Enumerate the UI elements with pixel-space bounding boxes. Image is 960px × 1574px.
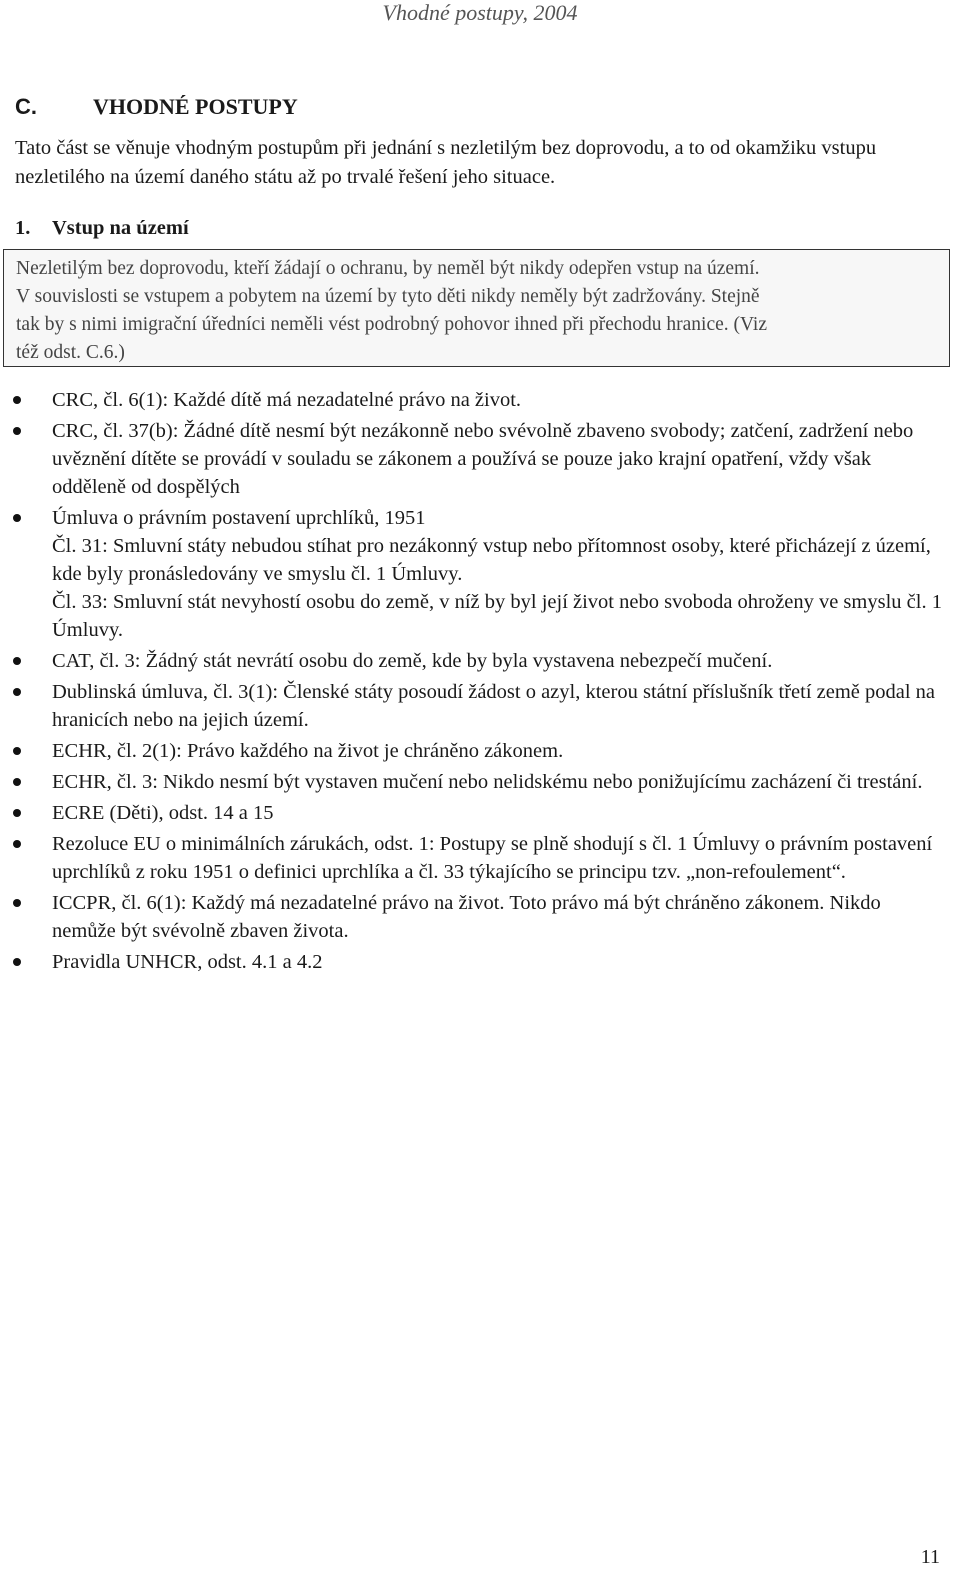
list-item-text: Dublinská úmluva, čl. 3(1): Členské státy posoudí žádost o azyl, kterou státní příslušník třetí země podal na hranicích nebo na jejich území. bbox=[52, 681, 936, 731]
list-item-text: CRC, čl. 37(b): Žádné dítě nesmí být nezákonně nebo svévolně zbaveno svobody; zatčení, zadržení nebo uvěznění dítěte se provádí v souladu se zákonem a používá se pouze jako krajní opatření, vždy však odděleně od dospělých bbox=[52, 420, 914, 498]
reference-list bbox=[0, 386, 960, 979]
bullet-icon bbox=[13, 840, 21, 848]
running-header: Vhodné postupy, 2004 bbox=[382, 0, 578, 25]
list-item bbox=[0, 504, 942, 532]
section-intro-paragraph: Tato část se věnuje vhodným postupům při jednání s nezletilým bez doprovodu, a to od okamžiku vstupu nezletilého na území daného státu až po trvalé řešení jeho situace. bbox=[15, 137, 877, 188]
list-item bbox=[0, 678, 942, 734]
bullet-icon bbox=[13, 747, 21, 755]
page-number: 11 bbox=[920, 1546, 940, 1568]
subsection-number: 1. bbox=[15, 217, 31, 239]
list-item-text: CAT, čl. 3: Žádný stát nevrátí osobu do země, kde by byla vystavena nebezpečí mučení. bbox=[52, 650, 773, 672]
list-item-continuation bbox=[0, 588, 942, 644]
bullet-icon bbox=[13, 899, 21, 907]
box-line: tak by s nimi imigrační úředníci neměli vést podrobný pohovor ihned při přechodu hranice. (Viz bbox=[16, 314, 768, 335]
list-item bbox=[0, 417, 942, 501]
list-item-text: Čl. 31: Smluvní státy nebudou stíhat pro nezákonný vstup nebo přítomnost osoby, které přicházejí z území, kde byly pronásledovány ve smyslu čl. 1 Úmluvy. bbox=[52, 535, 931, 585]
list-item-text: Rezoluce EU o minimálních zárukách, odst. 1: Postupy se plně shodují s čl. 1 Úmluvy o právním postavení uprchlíků z roku 1951 o definici uprchlíka a čl. 33 týkajícího se principu tzv. „non-refoulement“. bbox=[52, 833, 933, 883]
list-item bbox=[0, 948, 942, 976]
bullet-icon bbox=[13, 809, 21, 817]
list-item-text: ECRE (Děti), odst. 14 a 15 bbox=[52, 802, 274, 824]
section-number: C. bbox=[15, 94, 37, 119]
list-item-text: Čl. 33: Smluvní stát nevyhostí osobu do země, v níž by byl její život nebo svoboda ohroženy ve smyslu čl. 1 Úmluvy. bbox=[52, 591, 942, 641]
subsection-title: Vstup na území bbox=[52, 217, 189, 239]
list-item bbox=[0, 737, 942, 765]
subsection-heading bbox=[15, 214, 189, 242]
section-heading bbox=[15, 94, 298, 120]
box-line: Nezletilým bez doprovodu, kteří žádají o ochranu, by neměl být nikdy odepřen vstup na území. bbox=[16, 258, 760, 279]
list-item-text: ICCPR, čl. 6(1): Každý má nezadatelné právo na život. Toto právo má být chráněno zákonem. Nikdo nemůže být svévolně zbaven života. bbox=[52, 892, 881, 942]
list-item-text: Pravidla UNHCR, odst. 4.1 a 4.2 bbox=[52, 951, 323, 973]
list-item-text: ECHR, čl. 3: Nikdo nesmí být vystaven mučení nebo nelidskému nebo ponižujícímu zacházení či trestání. bbox=[52, 771, 923, 793]
bullet-icon bbox=[13, 778, 21, 786]
list-item-text: Úmluva o právním postavení uprchlíků, 1951 bbox=[52, 507, 426, 529]
list-item bbox=[0, 799, 942, 827]
list-item-text: ECHR, čl. 2(1): Právo každého na život je chráněno zákonem. bbox=[52, 740, 564, 762]
bullet-icon bbox=[13, 657, 21, 665]
bullet-icon bbox=[13, 396, 21, 404]
list-item-continuation bbox=[0, 532, 942, 588]
list-item-text: CRC, čl. 6(1): Každé dítě má nezadatelné právo na život. bbox=[52, 389, 522, 411]
list-item bbox=[0, 386, 942, 414]
bullet-icon bbox=[13, 958, 21, 966]
bullet-icon bbox=[13, 688, 21, 696]
section-title: VHODNÉ POSTUPY bbox=[93, 94, 298, 119]
box-line: V souvislosti se vstupem a pobytem na území by tyto děti nikdy neměly být zadržovány. Stejně bbox=[16, 286, 760, 307]
box-line: též odst. C.6.) bbox=[16, 342, 125, 363]
list-item bbox=[0, 830, 942, 886]
bullet-icon bbox=[13, 427, 21, 435]
list-item bbox=[0, 647, 942, 675]
list-item bbox=[0, 768, 942, 796]
list-item bbox=[0, 889, 942, 945]
highlight-box bbox=[3, 249, 950, 367]
bullet-icon bbox=[13, 514, 21, 522]
